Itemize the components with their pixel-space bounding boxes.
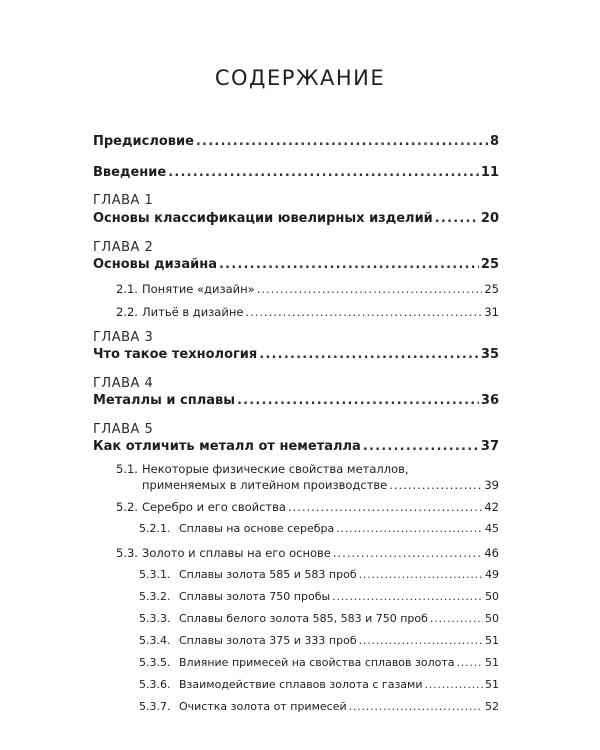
toc-entry-subsection-5-3-2[interactable] (139, 590, 499, 603)
toc-entry-title: Введение (93, 165, 167, 180)
toc-entry-subsection-5-3-6[interactable] (139, 678, 499, 691)
toc-entry-chapter-1[interactable] (93, 211, 499, 226)
toc-entry-page: 25 (484, 282, 499, 296)
section-number: 5.2. (116, 500, 138, 514)
toc-entry-title: Сплавы золота 750 пробы (179, 590, 331, 603)
toc-entry-page: 8 (489, 134, 499, 149)
dot-leader (196, 134, 488, 149)
toc-entry-subsection-5-2-1[interactable] (139, 522, 499, 535)
toc-entry-introduction[interactable] (93, 165, 499, 180)
toc-entry-title: Золото и сплавы на его основе (142, 546, 331, 560)
toc-entry-preface[interactable] (93, 134, 499, 149)
dot-leader (237, 393, 479, 408)
dot-leader (359, 634, 483, 647)
section-number: 5.3.5. (139, 656, 171, 669)
chapter-label-3: ГЛАВА 3 (93, 330, 154, 345)
toc-entry-page: 25 (480, 257, 499, 272)
chapter-label-1: ГЛАВА 1 (93, 193, 154, 208)
toc-entry-title: Сплавы золота 375 и 333 проб (179, 634, 357, 647)
toc-entry-title: Сплавы белого золота 585, 583 и 750 проб (179, 612, 428, 625)
dot-leader (349, 700, 483, 713)
toc-entry-chapter-2[interactable] (93, 257, 499, 272)
toc-entry-subsection-5-3-1[interactable] (139, 568, 499, 581)
toc-entry-title: Предисловие (93, 134, 194, 149)
toc-entry-title: Основы дизайна (93, 257, 217, 272)
toc-entry-title: Основы классификации ювелирных изделий (93, 211, 433, 226)
toc-entry-page: 51 (485, 656, 499, 669)
toc-entry-page: 39 (484, 478, 499, 492)
dot-leader (389, 478, 482, 492)
section-number: 5.3.3. (139, 612, 171, 625)
toc-entry-page: 36 (480, 393, 499, 408)
toc-entry-page: 45 (485, 522, 499, 535)
dot-leader (257, 282, 483, 296)
toc-entry-section-5-1[interactable] (116, 462, 499, 492)
toc-entry-page: 51 (485, 678, 499, 691)
toc-entry-section-2-1[interactable] (116, 282, 499, 296)
section-number: 5.3.2. (139, 590, 171, 603)
dot-leader (245, 305, 482, 319)
section-number: 5.3.6. (139, 678, 171, 691)
toc-entry-page: 49 (485, 568, 499, 581)
dot-leader (332, 590, 483, 603)
dot-leader (336, 522, 483, 535)
toc-entry-chapter-4[interactable] (93, 393, 499, 408)
toc-entry-subsection-5-3-7[interactable] (139, 700, 499, 713)
toc-entry-page: 46 (484, 546, 499, 560)
toc-entry-title: Как отличить металл от неметалла (93, 439, 361, 454)
toc-entry-page: 37 (480, 439, 499, 454)
toc-entry-page: 42 (484, 500, 499, 514)
dot-leader (424, 678, 483, 691)
chapter-label-4: ГЛАВА 4 (93, 376, 154, 391)
page-title: СОДЕРЖАНИЕ (214, 66, 386, 90)
toc-entry-title: Очистка золота от примесей (179, 700, 347, 713)
toc-entry-page: 20 (480, 211, 499, 226)
toc-entry-page: 52 (485, 700, 499, 713)
toc-entry-subsection-5-3-3[interactable] (139, 612, 499, 625)
toc-entry-page: 50 (485, 612, 499, 625)
dot-leader (363, 439, 479, 454)
dot-leader (288, 500, 482, 514)
dot-leader (259, 347, 479, 362)
toc-entry-subsection-5-3-4[interactable] (139, 634, 499, 647)
dot-leader (219, 257, 479, 272)
dot-leader (430, 612, 483, 625)
toc-entry-title: Понятие «дизайн» (142, 282, 255, 296)
chapter-label-2: ГЛАВА 2 (93, 240, 154, 255)
section-number: 5.2.1. (139, 522, 171, 535)
section-number: 5.3.1. (139, 568, 171, 581)
toc-entry-title: Что такое технология (93, 347, 258, 362)
toc-entry-title: Влияние примесей на свойства сплавов золота (179, 656, 455, 669)
dot-leader (457, 656, 483, 669)
section-number: 5.3.4. (139, 634, 171, 647)
section-number: 5.3. (116, 546, 138, 560)
toc-entry-section-5-3[interactable] (116, 546, 499, 560)
dot-leader (435, 211, 479, 226)
toc-entry-page: 31 (484, 305, 499, 319)
chapter-label-5: ГЛАВА 5 (93, 422, 154, 437)
toc-entry-title: Литьё в дизайне (142, 305, 244, 319)
dot-leader (359, 568, 483, 581)
section-number: 2.1. (116, 282, 138, 296)
toc-entry-section-2-2[interactable] (116, 305, 499, 319)
toc-entry-title: Сплавы на основе серебра (179, 522, 335, 535)
section-number: 5.1. (116, 462, 138, 476)
toc-entry-title: Серебро и его свойства (142, 500, 286, 514)
toc-entry-page: 51 (485, 634, 499, 647)
toc-entry-title-line1: Некоторые физические свойства металлов, (142, 462, 409, 476)
toc-entry-chapter-5[interactable] (93, 439, 499, 454)
section-number: 5.3.7. (139, 700, 171, 713)
toc-entry-chapter-3[interactable] (93, 347, 499, 362)
toc-entry-section-5-2[interactable] (116, 500, 499, 514)
toc-entry-page: 11 (480, 165, 499, 180)
toc-entry-title-line2: применяемых в литейном производстве (142, 478, 388, 492)
section-number: 2.2. (116, 305, 138, 319)
toc-entry-page: 50 (485, 590, 499, 603)
dot-leader (333, 546, 482, 560)
toc-entry-subsection-5-3-5[interactable] (139, 656, 499, 669)
dot-leader (168, 165, 479, 180)
toc-entry-page: 35 (480, 347, 499, 362)
toc-entry-title: Взаимодействие сплавов золота с газами (179, 678, 423, 691)
toc-entry-title: Металлы и сплавы (93, 393, 235, 408)
toc-entry-title: Сплавы золота 585 и 583 проб (179, 568, 357, 581)
